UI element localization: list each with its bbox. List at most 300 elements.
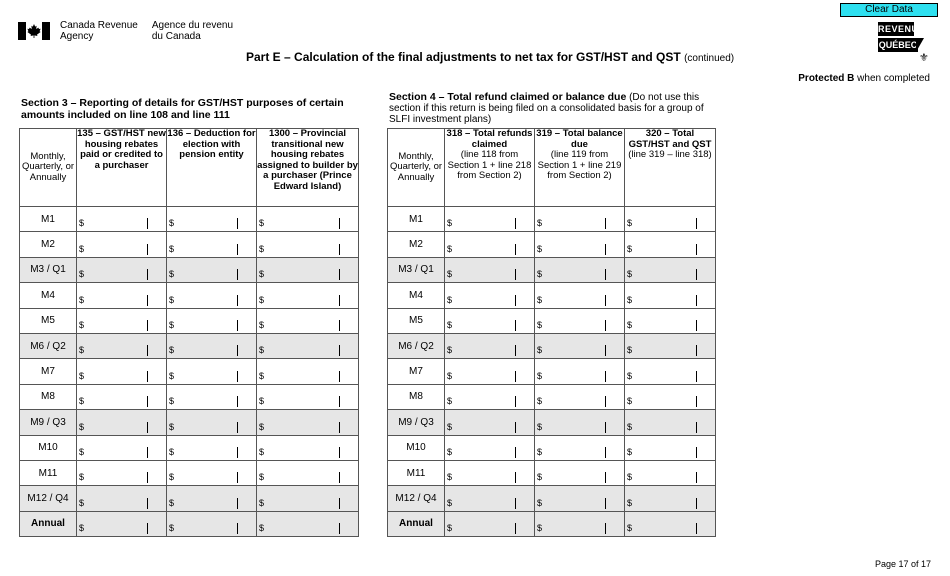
- table-row: [20, 384, 359, 409]
- cents-divider: [147, 371, 148, 382]
- cents-divider: [696, 371, 697, 382]
- dollar-sign: $: [627, 421, 633, 432]
- sec4-line-319-amount-field[interactable]: [535, 511, 625, 536]
- cents-divider: [515, 396, 516, 407]
- sec3-line-1300-amount-field[interactable]: [257, 308, 359, 333]
- sec4-line-319-amount-field[interactable]: [535, 333, 625, 358]
- table-row: [388, 410, 716, 435]
- sec4-line-319-amount-field[interactable]: [535, 359, 625, 384]
- cents-divider: [147, 320, 148, 331]
- dollar-sign: $: [169, 319, 175, 330]
- cents-divider: [237, 320, 238, 331]
- canada-flag-icon: [18, 22, 50, 40]
- table-row: [20, 257, 359, 282]
- sec4-line-320-amount-field[interactable]: [625, 308, 716, 333]
- dollar-sign: $: [259, 497, 265, 508]
- dollar-sign: $: [537, 218, 543, 229]
- sec3-line-1300-amount-field[interactable]: [257, 257, 359, 282]
- cents-divider: [237, 523, 238, 534]
- column-header-319: 319 – Total balance due (line 119 from Section 1 + line 219 from Section 2): [535, 129, 625, 207]
- period-column-header: Monthly, Quarterly, or Annually: [388, 129, 445, 207]
- cents-divider: [237, 422, 238, 433]
- dollar-sign: $: [537, 319, 543, 330]
- page-title: Part E – Calculation of the final adjustments to net tax for GST/HST and QST (continued): [246, 50, 735, 64]
- sec3-line-136-amount-field[interactable]: [167, 410, 257, 435]
- dollar-sign: $: [79, 345, 85, 356]
- period-label: M3 / Q1: [388, 257, 445, 282]
- dollar-sign: $: [79, 421, 85, 432]
- revenu-quebec-logo: REVENU QUÉBEC ⚜: [878, 24, 929, 64]
- dollar-sign: $: [627, 396, 633, 407]
- dollar-sign: $: [259, 319, 265, 330]
- cents-divider: [696, 472, 697, 483]
- dollar-sign: $: [169, 218, 175, 229]
- period-label: M6 / Q2: [20, 333, 77, 358]
- cents-divider: [605, 269, 606, 280]
- dollar-sign: $: [79, 370, 85, 381]
- cents-divider: [237, 447, 238, 458]
- cents-divider: [237, 371, 238, 382]
- table-row: [388, 486, 716, 511]
- sec4-line-318-amount-field[interactable]: [445, 283, 535, 308]
- sec3-line-1300-amount-field[interactable]: [257, 460, 359, 485]
- sec3-line-136-amount-field[interactable]: [167, 384, 257, 409]
- cents-divider: [696, 244, 697, 255]
- dollar-sign: $: [259, 294, 265, 305]
- cents-divider: [147, 295, 148, 306]
- dollar-sign: $: [259, 218, 265, 229]
- period-label: M10: [20, 435, 77, 460]
- period-label: M2: [388, 232, 445, 257]
- cents-divider: [515, 447, 516, 458]
- sec3-line-1300-amount-field[interactable]: [257, 333, 359, 358]
- cents-divider: [696, 218, 697, 229]
- cents-divider: [339, 523, 340, 534]
- dollar-sign: $: [259, 243, 265, 254]
- period-label: M4: [388, 283, 445, 308]
- sec4-line-318-amount-field[interactable]: [445, 410, 535, 435]
- period-label: M5: [20, 308, 77, 333]
- table-row: [20, 283, 359, 308]
- table-row: [20, 359, 359, 384]
- dollar-sign: $: [79, 472, 85, 483]
- sec4-line-319-amount-field[interactable]: [535, 283, 625, 308]
- sec3-line-1300-amount-field[interactable]: [257, 207, 359, 232]
- dollar-sign: $: [447, 269, 453, 280]
- sec4-line-318-amount-field[interactable]: [445, 384, 535, 409]
- dollar-sign: $: [259, 370, 265, 381]
- dollar-sign: $: [79, 294, 85, 305]
- dollar-sign: $: [447, 370, 453, 381]
- cents-divider: [605, 345, 606, 356]
- sec3-line-135-amount-field[interactable]: [77, 283, 167, 308]
- sec3-line-135-amount-field[interactable]: [77, 308, 167, 333]
- table-row: [388, 283, 716, 308]
- period-label: M5: [388, 308, 445, 333]
- dollar-sign: $: [447, 345, 453, 356]
- period-label: M8: [388, 384, 445, 409]
- sec4-line-318-amount-field[interactable]: [445, 511, 535, 536]
- table-row: [20, 207, 359, 232]
- dollar-sign: $: [447, 243, 453, 254]
- cents-divider: [147, 472, 148, 483]
- column-header-320: 320 – Total GST/HST and QST (line 319 – line 318): [625, 129, 716, 207]
- sec3-line-1300-amount-field[interactable]: [257, 384, 359, 409]
- table-row: [388, 359, 716, 384]
- dollar-sign: $: [79, 319, 85, 330]
- sec4-line-320-amount-field[interactable]: [625, 257, 716, 282]
- column-header-318: 318 – Total refunds claimed (line 118 from Section 1 + line 218 from Section 2): [445, 129, 535, 207]
- sec4-line-320-amount-field[interactable]: [625, 283, 716, 308]
- cents-divider: [696, 422, 697, 433]
- dollar-sign: $: [447, 446, 453, 457]
- sec3-line-136-amount-field[interactable]: [167, 283, 257, 308]
- dollar-sign: $: [259, 446, 265, 457]
- dollar-sign: $: [627, 218, 633, 229]
- table-row: [20, 333, 359, 358]
- sec4-line-319-amount-field[interactable]: [535, 410, 625, 435]
- dollar-sign: $: [627, 523, 633, 534]
- sec4-line-320-amount-field[interactable]: [625, 232, 716, 257]
- sec4-line-319-amount-field[interactable]: [535, 207, 625, 232]
- table-row: [20, 460, 359, 485]
- sec4-line-318-amount-field[interactable]: [445, 207, 535, 232]
- cents-divider: [515, 523, 516, 534]
- sec3-line-135-amount-field[interactable]: [77, 486, 167, 511]
- period-label: M2: [20, 232, 77, 257]
- cents-divider: [605, 371, 606, 382]
- cents-divider: [237, 472, 238, 483]
- dollar-sign: $: [537, 243, 543, 254]
- section-3-table: [19, 128, 359, 537]
- cents-divider: [515, 244, 516, 255]
- sec4-line-319-amount-field[interactable]: [535, 460, 625, 485]
- dollar-sign: $: [447, 319, 453, 330]
- sec4-line-320-amount-field[interactable]: [625, 207, 716, 232]
- column-header-135: 135 – GST/HST new housing rebates paid or credited to a purchaser: [77, 129, 167, 207]
- sec3-line-135-amount-field[interactable]: [77, 410, 167, 435]
- cents-divider: [237, 244, 238, 255]
- cents-divider: [515, 498, 516, 509]
- sec3-line-136-amount-field[interactable]: [167, 359, 257, 384]
- cents-divider: [147, 218, 148, 229]
- cents-divider: [696, 498, 697, 509]
- dollar-sign: $: [169, 294, 175, 305]
- cents-divider: [696, 269, 697, 280]
- sec4-line-320-amount-field[interactable]: [625, 511, 716, 536]
- cents-divider: [147, 523, 148, 534]
- sec3-line-1300-amount-field[interactable]: [257, 283, 359, 308]
- cents-divider: [515, 371, 516, 382]
- sec3-line-136-amount-field[interactable]: [167, 511, 257, 536]
- sec3-line-136-amount-field[interactable]: [167, 333, 257, 358]
- dollar-sign: $: [627, 319, 633, 330]
- dollar-sign: $: [627, 446, 633, 457]
- sec3-line-135-amount-field[interactable]: [77, 511, 167, 536]
- sec4-line-320-amount-field[interactable]: [625, 359, 716, 384]
- period-label: Annual: [20, 511, 77, 536]
- cents-divider: [605, 244, 606, 255]
- table-row: [388, 511, 716, 536]
- sec3-line-136-amount-field[interactable]: [167, 207, 257, 232]
- cra-logo: [18, 20, 233, 42]
- cents-divider: [147, 345, 148, 356]
- sec3-line-136-amount-field[interactable]: [167, 435, 257, 460]
- sec3-line-136-amount-field[interactable]: [167, 232, 257, 257]
- table-row: [20, 435, 359, 460]
- table-row: [20, 308, 359, 333]
- fleur-de-lis-icon: ⚜: [919, 52, 929, 64]
- sec3-line-1300-amount-field[interactable]: [257, 359, 359, 384]
- cents-divider: [237, 218, 238, 229]
- sec3-line-1300-amount-field[interactable]: [257, 232, 359, 257]
- period-label: M3 / Q1: [20, 257, 77, 282]
- table-row: [20, 410, 359, 435]
- period-label: M7: [388, 359, 445, 384]
- dollar-sign: $: [447, 294, 453, 305]
- cents-divider: [605, 218, 606, 229]
- sec3-line-136-amount-field[interactable]: [167, 308, 257, 333]
- sec4-line-319-amount-field[interactable]: [535, 486, 625, 511]
- dollar-sign: $: [79, 218, 85, 229]
- sec3-line-1300-amount-field[interactable]: [257, 511, 359, 536]
- cents-divider: [605, 472, 606, 483]
- cents-divider: [147, 396, 148, 407]
- dollar-sign: $: [537, 294, 543, 305]
- dollar-sign: $: [537, 269, 543, 280]
- period-label: M1: [20, 207, 77, 232]
- cents-divider: [339, 295, 340, 306]
- sec4-line-320-amount-field[interactable]: [625, 384, 716, 409]
- cents-divider: [605, 498, 606, 509]
- dollar-sign: $: [627, 269, 633, 280]
- cents-divider: [339, 269, 340, 280]
- sec4-line-319-amount-field[interactable]: [535, 435, 625, 460]
- cents-divider: [339, 345, 340, 356]
- period-label: M11: [20, 460, 77, 485]
- cents-divider: [147, 269, 148, 280]
- sec4-line-318-amount-field[interactable]: [445, 435, 535, 460]
- dollar-sign: $: [447, 218, 453, 229]
- column-header-136: 136 – Deduction for election with pension entity: [167, 129, 257, 207]
- cents-divider: [696, 295, 697, 306]
- period-label: Annual: [388, 511, 445, 536]
- sec3-line-135-amount-field[interactable]: [77, 333, 167, 358]
- dollar-sign: $: [627, 472, 633, 483]
- dollar-sign: $: [169, 370, 175, 381]
- cents-divider: [339, 498, 340, 509]
- sec4-line-319-amount-field[interactable]: [535, 384, 625, 409]
- sec4-line-318-amount-field[interactable]: [445, 232, 535, 257]
- dollar-sign: $: [627, 497, 633, 508]
- sec4-line-319-amount-field[interactable]: [535, 257, 625, 282]
- period-label: M9 / Q3: [388, 410, 445, 435]
- sec3-line-1300-amount-field[interactable]: [257, 435, 359, 460]
- section-4-title: Section 4 – Total refund claimed or balance due (Do not use this section if this return is being filed on a consolidated basis for a group of SLFI investment plans): [389, 91, 704, 125]
- table-row: [388, 333, 716, 358]
- sec4-line-318-amount-field[interactable]: [445, 257, 535, 282]
- period-label: M9 / Q3: [20, 410, 77, 435]
- dollar-sign: $: [259, 523, 265, 534]
- table-row: [20, 486, 359, 511]
- period-label: M4: [20, 283, 77, 308]
- cents-divider: [339, 244, 340, 255]
- cents-divider: [147, 244, 148, 255]
- sec3-line-135-amount-field[interactable]: [77, 232, 167, 257]
- cents-divider: [696, 523, 697, 534]
- sec4-line-320-amount-field[interactable]: [625, 435, 716, 460]
- sec3-line-135-amount-field[interactable]: [77, 257, 167, 282]
- cents-divider: [515, 422, 516, 433]
- sec3-line-135-amount-field[interactable]: [77, 460, 167, 485]
- sec4-line-319-amount-field[interactable]: [535, 308, 625, 333]
- sec4-line-318-amount-field[interactable]: [445, 486, 535, 511]
- cents-divider: [605, 447, 606, 458]
- dollar-sign: $: [169, 396, 175, 407]
- cents-divider: [605, 396, 606, 407]
- table-row: [388, 460, 716, 485]
- cents-divider: [696, 447, 697, 458]
- sec3-line-135-amount-field[interactable]: [77, 359, 167, 384]
- dollar-sign: $: [169, 523, 175, 534]
- period-label: M8: [20, 384, 77, 409]
- cents-divider: [147, 447, 148, 458]
- sec3-line-136-amount-field[interactable]: [167, 460, 257, 485]
- cents-divider: [696, 396, 697, 407]
- cents-divider: [339, 218, 340, 229]
- cents-divider: [605, 523, 606, 534]
- cents-divider: [515, 269, 516, 280]
- dollar-sign: $: [259, 421, 265, 432]
- dollar-sign: $: [169, 497, 175, 508]
- dollar-sign: $: [259, 472, 265, 483]
- cents-divider: [237, 498, 238, 509]
- table-row: [388, 384, 716, 409]
- cents-divider: [339, 396, 340, 407]
- period-label: M12 / Q4: [20, 486, 77, 511]
- cents-divider: [515, 218, 516, 229]
- cents-divider: [237, 269, 238, 280]
- dollar-sign: $: [537, 472, 543, 483]
- period-label: M1: [388, 207, 445, 232]
- cents-divider: [515, 295, 516, 306]
- dollar-sign: $: [627, 370, 633, 381]
- sec3-line-135-amount-field[interactable]: [77, 384, 167, 409]
- dollar-sign: $: [447, 421, 453, 432]
- dollar-sign: $: [169, 446, 175, 457]
- sec3-line-1300-amount-field[interactable]: [257, 486, 359, 511]
- column-header-1300: 1300 – Provincial transitional new housing rebates assigned to builder by a purchaser (Prince Edward Island): [257, 129, 359, 207]
- agency-name-fr: Agence du revenu du Canada: [151, 20, 234, 42]
- section-4-table: [387, 128, 716, 537]
- cents-divider: [696, 345, 697, 356]
- dollar-sign: $: [627, 294, 633, 305]
- cents-divider: [339, 371, 340, 382]
- table-row: [388, 207, 716, 232]
- table-row: [388, 232, 716, 257]
- cents-divider: [339, 422, 340, 433]
- sec4-line-318-amount-field[interactable]: [445, 308, 535, 333]
- cents-divider: [515, 320, 516, 331]
- sec3-line-1300-amount-field[interactable]: [257, 410, 359, 435]
- dollar-sign: $: [537, 497, 543, 508]
- sec3-line-136-amount-field[interactable]: [167, 486, 257, 511]
- section-3-title: Section 3 – Reporting of details for GST/HST purposes of certain amounts included on line 108 and line 111: [21, 97, 344, 121]
- page-number: Page 17 of 17: [874, 559, 931, 569]
- dollar-sign: $: [169, 345, 175, 356]
- table-row: [20, 232, 359, 257]
- sec4-line-320-amount-field[interactable]: [625, 410, 716, 435]
- sec4-line-320-amount-field[interactable]: [625, 486, 716, 511]
- dollar-sign: $: [169, 269, 175, 280]
- cents-divider: [605, 295, 606, 306]
- cents-divider: [339, 320, 340, 331]
- cents-divider: [339, 472, 340, 483]
- sec4-line-320-amount-field[interactable]: [625, 333, 716, 358]
- table-row: [20, 511, 359, 536]
- sec3-line-135-amount-field[interactable]: [77, 207, 167, 232]
- dollar-sign: $: [79, 446, 85, 457]
- dollar-sign: $: [169, 243, 175, 254]
- dollar-sign: $: [537, 396, 543, 407]
- dollar-sign: $: [259, 269, 265, 280]
- period-label: M7: [20, 359, 77, 384]
- cents-divider: [237, 345, 238, 356]
- period-label: M6 / Q2: [388, 333, 445, 358]
- sec4-line-318-amount-field[interactable]: [445, 359, 535, 384]
- dollar-sign: $: [447, 523, 453, 534]
- sec4-line-320-amount-field[interactable]: [625, 460, 716, 485]
- dollar-sign: $: [447, 497, 453, 508]
- sec4-line-318-amount-field[interactable]: [445, 333, 535, 358]
- dollar-sign: $: [79, 269, 85, 280]
- dollar-sign: $: [627, 345, 633, 356]
- sec4-line-318-amount-field[interactable]: [445, 460, 535, 485]
- cents-divider: [515, 472, 516, 483]
- cents-divider: [605, 320, 606, 331]
- period-label: M10: [388, 435, 445, 460]
- dollar-sign: $: [537, 345, 543, 356]
- dollar-sign: $: [79, 396, 85, 407]
- table-row: [388, 435, 716, 460]
- period-label: M11: [388, 460, 445, 485]
- dollar-sign: $: [537, 421, 543, 432]
- cents-divider: [237, 295, 238, 306]
- agency-name-en: Canada Revenue Agency: [60, 20, 138, 42]
- dollar-sign: $: [627, 243, 633, 254]
- cents-divider: [339, 447, 340, 458]
- sec3-line-135-amount-field[interactable]: [77, 435, 167, 460]
- dollar-sign: $: [447, 472, 453, 483]
- dollar-sign: $: [79, 497, 85, 508]
- protected-label: Protected B when completed: [798, 73, 930, 84]
- cents-divider: [147, 498, 148, 509]
- dollar-sign: $: [537, 523, 543, 534]
- dollar-sign: $: [169, 472, 175, 483]
- period-label: M12 / Q4: [388, 486, 445, 511]
- dollar-sign: $: [259, 396, 265, 407]
- clear-data-button[interactable]: Clear Data: [840, 3, 938, 17]
- table-row: [388, 257, 716, 282]
- dollar-sign: $: [259, 345, 265, 356]
- sec3-line-136-amount-field[interactable]: [167, 257, 257, 282]
- dollar-sign: $: [169, 421, 175, 432]
- dollar-sign: $: [537, 446, 543, 457]
- dollar-sign: $: [79, 523, 85, 534]
- dollar-sign: $: [447, 396, 453, 407]
- cents-divider: [605, 422, 606, 433]
- sec4-line-319-amount-field[interactable]: [535, 232, 625, 257]
